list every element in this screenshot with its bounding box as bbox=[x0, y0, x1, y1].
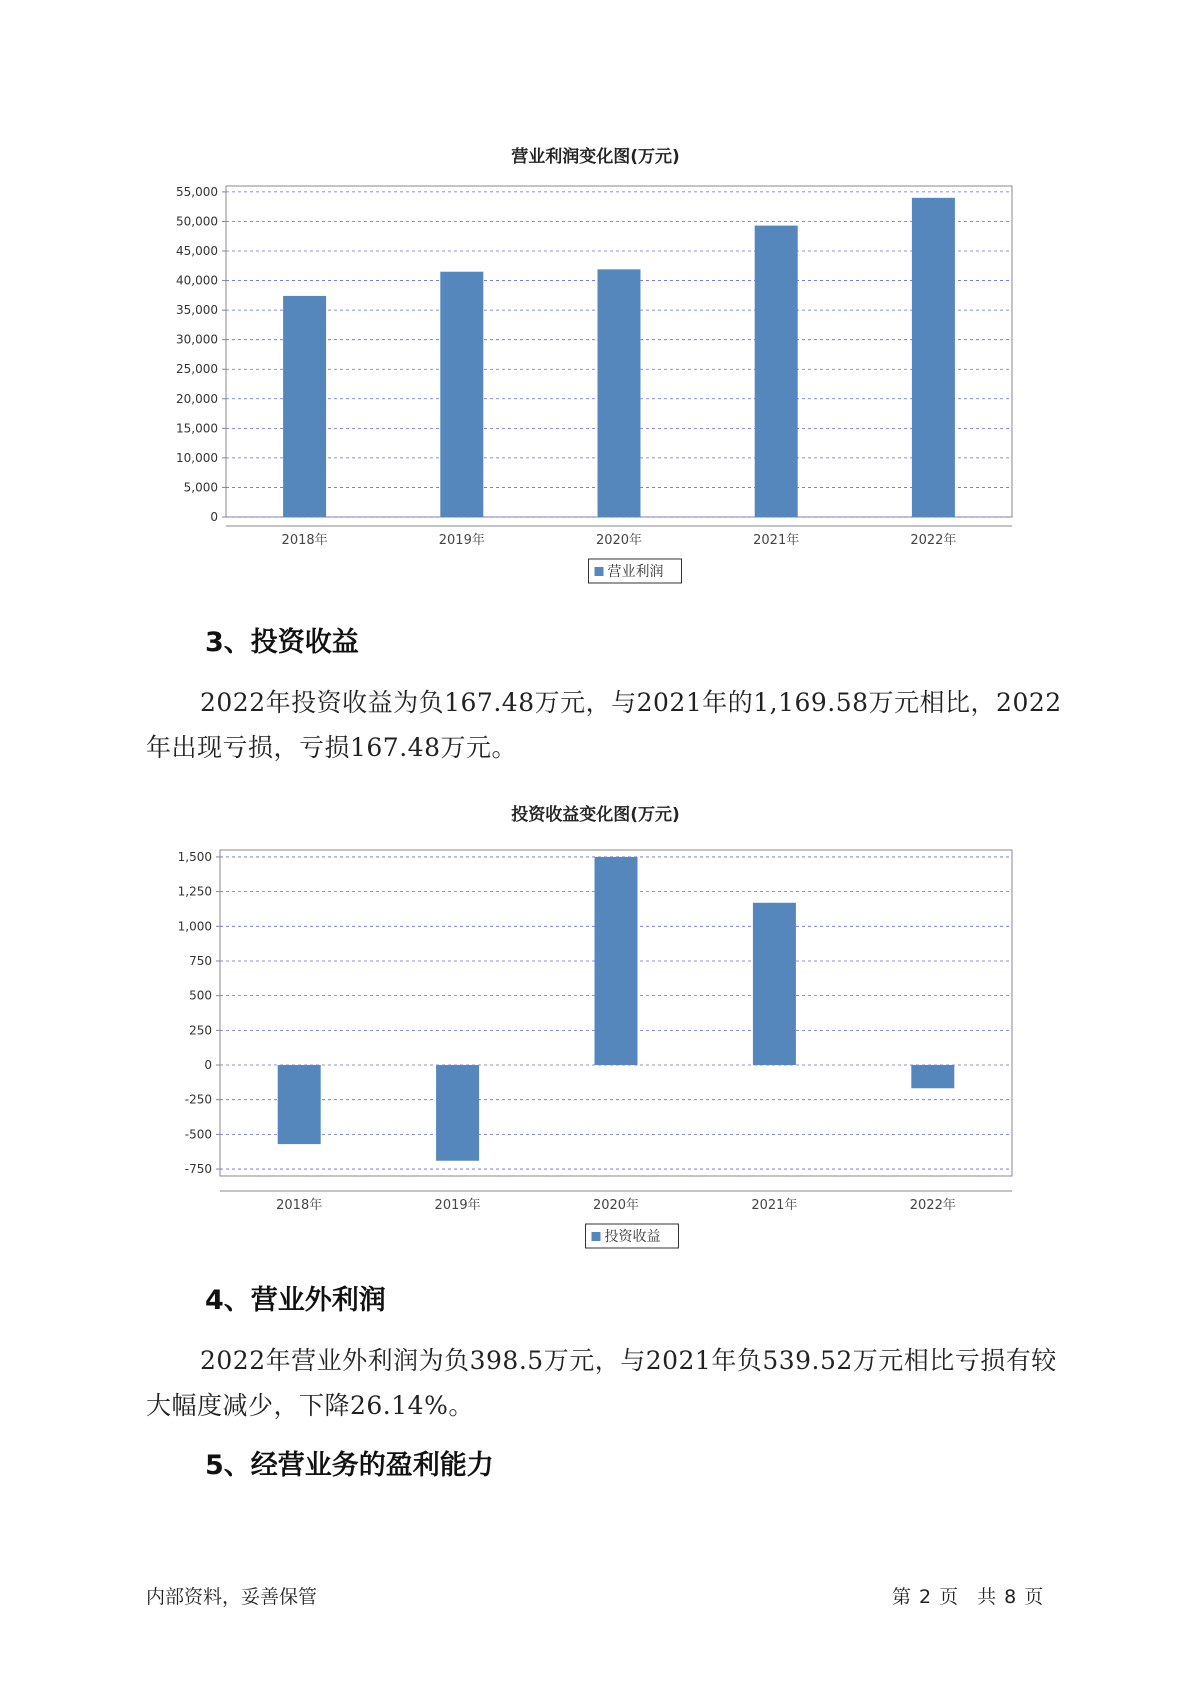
bar bbox=[278, 1065, 321, 1144]
y-tick-label: -250 bbox=[184, 1092, 212, 1107]
section-heading-business-profitability: 5、经营业务的盈利能力 bbox=[205, 1450, 494, 1481]
bar bbox=[598, 269, 641, 517]
page-mid: 页 共 bbox=[939, 1586, 997, 1608]
y-tick-label: 500 bbox=[189, 988, 212, 1003]
legend-swatch bbox=[595, 567, 604, 576]
y-tick-label: 15,000 bbox=[176, 421, 218, 436]
section-paragraph-investment-income: 2022年投资收益为负167.48万元，与2021年的1,169.58万元相比，2022年出现亏损，亏损167.48万元。 bbox=[146, 688, 1062, 762]
footer-page-indicator bbox=[888, 1582, 1047, 1609]
bar bbox=[436, 1065, 479, 1161]
section-paragraph-non-operating-profit: 2022年营业外利润为负398.5万元，与2021年负539.52万元相比亏损有较大幅度减少，下降26.14%。 bbox=[146, 1346, 1057, 1420]
legend-label: 营业利润 bbox=[607, 564, 664, 580]
bar bbox=[440, 272, 483, 517]
x-tick-label: 2022年 bbox=[909, 1198, 956, 1213]
page-suffix: 页 bbox=[1024, 1586, 1044, 1608]
y-tick-label: 1,000 bbox=[177, 919, 212, 934]
y-tick-label: 20,000 bbox=[176, 391, 218, 406]
y-tick-label: 35,000 bbox=[176, 303, 218, 318]
footer-confidential-note: 内部资料，妥善保管 bbox=[146, 1586, 318, 1608]
x-tick-label: 2021年 bbox=[751, 1198, 798, 1213]
page-total: 8 bbox=[1004, 1586, 1017, 1608]
page-prefix: 第 bbox=[892, 1586, 912, 1608]
bar bbox=[912, 198, 955, 517]
y-tick-label: 30,000 bbox=[176, 332, 218, 347]
section-heading-non-operating-profit: 4、营业外利润 bbox=[205, 1285, 386, 1316]
y-tick-label: 750 bbox=[189, 953, 212, 968]
y-tick-label: 5,000 bbox=[183, 480, 218, 495]
y-tick-label: 0 bbox=[210, 510, 218, 524]
y-tick-label: 250 bbox=[189, 1023, 212, 1038]
page-number: 2 bbox=[919, 1586, 932, 1608]
operating-profit-chart bbox=[0, 172, 1191, 592]
bar bbox=[753, 903, 796, 1065]
y-tick-label: 40,000 bbox=[176, 273, 218, 288]
y-tick-label: 1,500 bbox=[177, 849, 212, 864]
investment-income-chart bbox=[0, 836, 1191, 1256]
y-tick-label: 50,000 bbox=[176, 214, 218, 229]
x-tick-label: 2022年 bbox=[910, 533, 957, 548]
bar bbox=[911, 1065, 954, 1088]
y-tick-label: -750 bbox=[184, 1162, 212, 1177]
y-tick-label: 10,000 bbox=[176, 450, 218, 465]
y-tick-label: 25,000 bbox=[176, 362, 218, 377]
legend-swatch bbox=[592, 1232, 601, 1241]
x-tick-label: 2020年 bbox=[595, 533, 643, 548]
chart-title-investment-income: 投资收益变化图(万元) bbox=[511, 805, 680, 825]
x-tick-label: 2018年 bbox=[281, 533, 328, 548]
x-tick-label: 2021年 bbox=[753, 533, 800, 548]
bar bbox=[755, 226, 798, 517]
x-tick-label: 2019年 bbox=[434, 1198, 481, 1213]
y-tick-label: 45,000 bbox=[176, 244, 218, 259]
y-tick-label: 0 bbox=[204, 1058, 212, 1073]
x-tick-label: 2018年 bbox=[276, 1198, 323, 1213]
x-tick-label: 2020年 bbox=[592, 1198, 640, 1213]
chart-title-operating-profit: 营业利润变化图(万元) bbox=[511, 147, 680, 167]
legend bbox=[586, 1224, 679, 1248]
x-tick-label: 2019年 bbox=[438, 533, 485, 548]
bar bbox=[283, 296, 326, 517]
y-tick-label: 55,000 bbox=[176, 184, 218, 199]
legend-label: 投资收益 bbox=[604, 1229, 661, 1245]
y-tick-label: 1,250 bbox=[177, 884, 212, 899]
legend bbox=[589, 559, 682, 583]
section-heading-investment-income: 3、投资收益 bbox=[205, 627, 359, 658]
y-tick-label: -500 bbox=[184, 1127, 212, 1142]
bar bbox=[595, 857, 638, 1065]
